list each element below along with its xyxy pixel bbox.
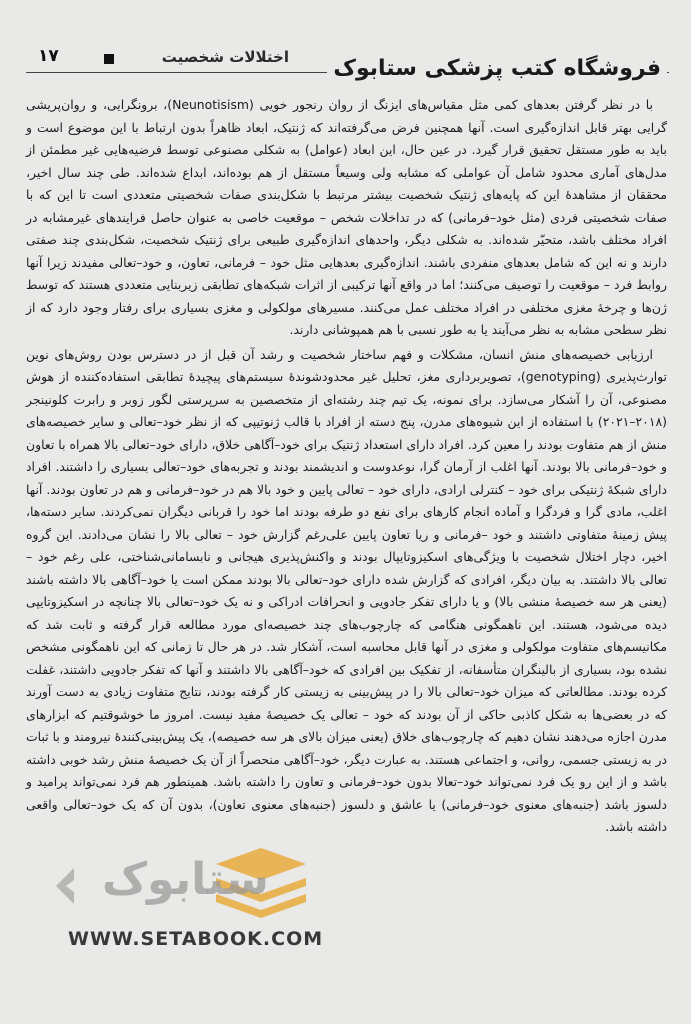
setabook-logo (46, 846, 326, 958)
brand-name: ستابوک (102, 854, 269, 905)
store-banner: فروشگاه کتب پزشکی ستابوک (327, 56, 667, 81)
body-text (26, 94, 667, 841)
square-bullet-icon (104, 54, 114, 64)
page-number: ۱۷ (38, 46, 59, 66)
section-title: اختلالات شخصیت (161, 48, 289, 66)
paragraph: با در نظر گرفتن بعدهای کمی مثل مقیاس‌های ایزنگ از روان رنجور خویی (Neunotisism)، برونگرایی، و روان‌پریشی گرایی بهتر قابل اندازه‌گیری است. آنها همچنین فرض می‌گرفته‌اند که ژنتیک، ابعاد ظاهراً بدون ارتباط با این موضوع است و باید به طور مستقل تحقیق قرار گیرد. در عین حال، این ابعاد (عوامل) به شکلی مصنوعی توسط فرضیه‌هایی غیر مطمئن از مدل‌های آماری محدود شامل آن عواملی که مشابه ولی وسیعاً مستقل از هم بوده‌اند، ابداع شده‌اند. طی چند سال اخیر، محققان از مشاهدهٔ این که پایه‌های ژنتیک شخصیت بیشتر مرتبط با شکل‌بندی صفات شخصیتی متعددی است تا این که با صفات شخصیتی فردی (مثل خود–فرمانی) که در تداخلات شخص – موقعیت خاصی به عنوان حاصل فرایندهای غیرمشابه در افراد مختلف باشد، متحیّر شده‌اند. به شکلی دیگر، واحدهای اندازه‌گیری طبیعی برای ژنتیک شخصیت، شکل‌بندی چند صفتی دارند و نه این که شامل بعدهای منفردی باشند. اندازه‌گیری بعدهایی مثل خود – فرمانی، تعاون، و خود–تعالی مفیدند زیرا آنها روابط فرد – موقعیت را توصیف می‌کنند؛ اما در واقع آنها ترکیبی از اثرات شبکه‌های تطابقی زیربنایی متعددی هستند که توسط ژن‌ها و چرخهٔ مغزی مختلفی در افراد مختلف عمل می‌کنند. مسیرهای مولکولی و مغزی بسیاری برای رفتار وجود دارد که از نظر سطحی مشابه به نظر می‌آیند یا به طور نسبی با هم همپوشانی دارند. (26, 97, 667, 337)
website-url: WWW.SETABOOK.COM (68, 928, 324, 950)
paragraph: ارزیابی خصیصه‌های منش انسان، مشکلات و فهم ساختار شخصیت و رشد آن قبل از در دسترس بودن روش‌های نوین توارث‌پذیری (genotyping)، تصویربرداری مغز، تحلیل غیر محدودشوندهٔ سیستم‌های پیچیدهٔ تطابقی استفاده‌کننده از هوش مصنوعی، آن را آشکار می‌سازد. برای نمونه، یک تیم چند رشته‌ای از متخصصین به سرپرستی لگور زوبر و رابرت کلونینجر (۲۰۱۸–۲۰۲۱) با استفاده از این شیوه‌های مدرن، پنج دسته از افراد با قالب ژنوتیپی که از نظر خود–تعالی و سایر خصیصه‌های منش از هم متفاوت بودند را معین کرد. افراد دارای استعداد ژنتیک برای خود–آگاهی خلاق، دارای خود–تعالی بالا همراه با تعاون و خود–فرمانی بالا بودند. آنها اغلب از آرمان گرا، نوعدوست و اندیشمند بودند و تجربه‌های خود–تعالی بسیاری را داشتند. افراد دارای شبکهٔ ژنتیکی برای خود – کنترلی ارادی، دارای خود – تعالی پایین و خود بالا هم در خود–فرمانی و هم در تعاون بودند. آنها اغلب، مادی گرا و فردگرا و آماده انجام کارهای برای نفع دو طرفه بودند اما خود را قربانی دیگران نمی‌کردند. سایر دسته‌ها، پیش زمینهٔ متفاوتی داشتند و خود –فرمانی و ریا تعاون پایین علی‌رغم گزارش خود – تعالی بالا را نشان می‌دادند. این گروه اخیر، دچار اختلال شخصیت با ویژگی‌های اسکیزوتایپال بودند و واکنش‌پذیری هیجانی و نابسامانی‌شناختی، علی رغم خود – تعالی بالا داشتند. به بیان دیگر، افرادی که گزارش شده دارای خود–تعالی بالا بودند ممکن است یا خود–آگاهی بالا داشته باشند (یعنی هر سه خصیصهٔ منشی بالا) و یا دارای تفکر جادویی و انحرافات ادراکی و نه یک خود–تعالی بالا چنانچه در اسکیزوتایپی دیده می‌شود، هستند. این ناهمگونی هنگامی که چارچوب‌های چند خصیصه‌ای مورد مطالعه قرار گرفته و ثابت شد که مکانیسم‌های متفاوت مولکولی و مغزی در آنها قابل محاسبه است، آشکار شد. در هر حال تا زمانی که این ناهمگونی مشخص نشده بود، بسیاری از بالینگران متأسفانه، از تفکیک بین افرادی که خود–آگاهی بالا داشتند و آنها که تفکر جادویی داشتند، غفلت کرده بودند. مطالعاتی که میزان خود–تعالی بالا را در پیش‌بینی به زیستی کار گرفته بودند، نتایج متفاوت زیادی به دست آورند که در بعضی‌ها به شکل کاذبی حاکی از آن بودند که خود – تعالی یک خصیصهٔ مفید نیست. امروز ما خوشوقتیم که ابزارهای مدرن اجازه می‌دهند نشان دهیم که چارچوب‌های خلاق (یعنی میزان بالای هر سه خصیصه)، یک پیش‌بینی‌کنندهٔ نیرومند و با ثبات در به زیستی جسمی، روانی، و اجتماعی هستند. به عبارت دیگر، خود–آگاهی منحصراً از آن یک خصیصهٔ منش رشد خوبی داشته باشد و از این رو یک فرد نمی‌تواند خود–تعالا بدون خود–فرمانی و تعاون را داشته باشد. همینطور هم فرد نمی‌تواند پرامید و دلسوز باشد (جنبه‌های معنوی خود–فرمانی) یا عاشق و دلسوز (جنبه‌های معنوی تعاون)، بدون آن که یک خود–تعالی واقعی داشته باشد. (26, 346, 667, 834)
